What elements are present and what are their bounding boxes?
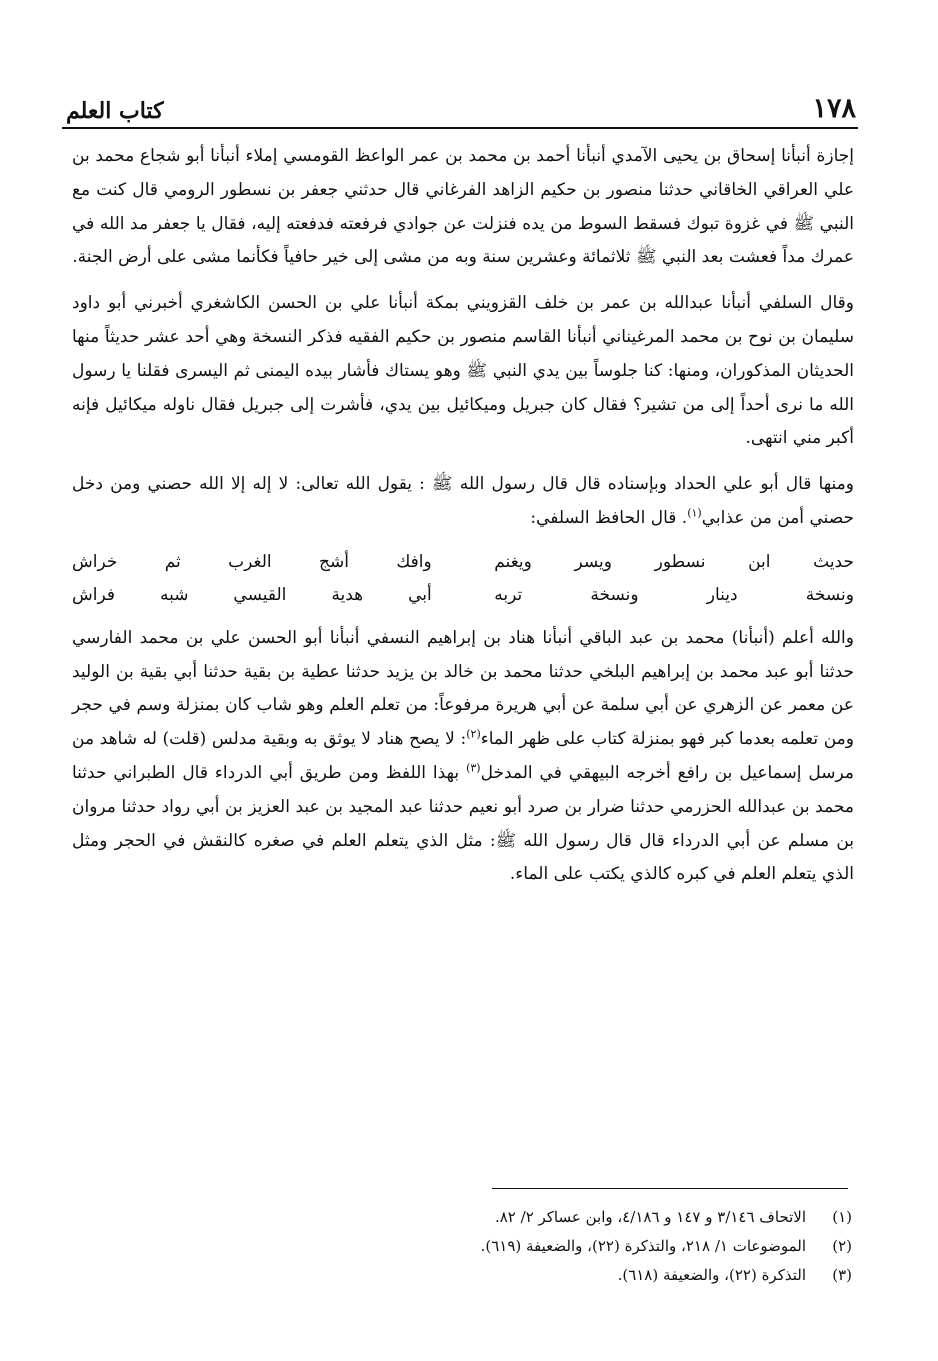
verse-1-first-hemistich: حديث ابن نسطور ويسر ويغنم [494, 551, 854, 572]
page-header [66, 88, 856, 124]
verse-line-2 [72, 579, 854, 612]
footnote-2 [300, 1232, 852, 1261]
footnote-text: التذكرة (٢٢)، والضعيفة (٦١٨). [617, 1266, 806, 1284]
paragraph-4-text: والله أعلم (أنبأنا) محمد بن عبد الباقي أنبأنا هناد بن إبراهيم النسفي أنبأنا أبو الحسن علي بن محمد الفارسي حدثنا أبو عبد محمد بن إبراهيم البلخي حدثنا محمد بن خالد بن يزيد حدثنا عطية بن بقية حدثنا أبي بقية بن الوليد عن معمر عن الزهري عن أبي سلمة عن أبي هريرة مرفوعاً: من تعلم العلم وهو شاب كان بمنزلة وسم في حجر ومن تعلمه بعدما كبر فهو بمنزلة كتاب على ظهر الماء [72, 627, 854, 750]
footnote-3 [300, 1261, 852, 1290]
verse-2-second-hemistich: أبي هدية القيسي شبه فراش [72, 584, 432, 605]
footnote-1 [300, 1203, 852, 1232]
paragraph-3-tail: . قال الحافظ السلفي: [530, 507, 688, 528]
footnote-separator [492, 1188, 848, 1189]
paragraph-2-text: وقال السلفي أنبأنا عبدالله بن عمر بن خلف القزويني بمكة أنبأنا علي بن الحسن الكاشغري أخبرني أبو داود سليمان بن نوح بن محمد المرغيناني أنبأنا القاسم منصور بن حكيم الفقيه فذكر النسخة وهي أحد عشر حديثاً منها الحديثان المذكوران، ومنها: كنا جلوساً بين يدي النبي ﷺ وهو يستاك فأشار بيده اليمنى ثم اليسرى فقلنا يا رسول الله ما نرى أحداً إلى من تشير؟ فقال كان جبريل وميكائيل بين يدي، فأشرت إلى جبريل فقال ناوله ميكائيل فإنه أكبر مني انتهى. [72, 293, 854, 449]
footnote-ref-3: (٣) [466, 761, 481, 775]
page-number: ١٧٨ [812, 93, 856, 124]
paragraph-1 [72, 140, 854, 275]
paragraph-4 [72, 622, 854, 892]
paragraph-3-text: ومنها قال أبو علي الحداد وبإسناده قال قال رسول الله ﷺ : يقول الله تعالى: لا إله إلا الله حصني ومن دخل حصني أمن من عذابي [72, 474, 854, 528]
footnote-text: الموضوعات ١/ ٢١٨، والتذكرة (٢٢)، والضعيفة (٦١٩). [480, 1237, 806, 1255]
poem-verse [72, 546, 854, 612]
footnote-ref-2: (٢) [466, 727, 481, 741]
verse-line-1 [72, 546, 854, 579]
paragraph-4-tail: بهذا اللفظ ومن طريق أبي الدرداء قال الطبراني حدثنا محمد بن عبدالله الحزرمي حدثنا ضرار بن صرد أبو نعيم حدثنا عبد المجيد بن عبد العزيز بن أبي رواد حدثنا مروان بن مسلم عن أبي الدرداء قال قال رسول الله ﷺ: مثل الذي يتعلم العلم في صغره كالنقش في الحجر ومثل الذي يتعلم العلم في كبره كالذي يكتب على الماء. [72, 762, 854, 885]
paragraph-2 [72, 287, 854, 456]
footnote-text: الاتحاف ٣/١٤٦ و ١٤٧ و ٤/١٨٦، وابن عساكر ٢/ ٨٢. [494, 1208, 806, 1226]
paragraph-3 [72, 468, 854, 536]
verse-2-first-hemistich: ونسخة دينار ونسخة تربه [494, 584, 854, 605]
footnotes [300, 1203, 852, 1290]
footnote-number: (٣) [832, 1266, 852, 1284]
footnote-number: (١) [832, 1208, 852, 1226]
header-rule [62, 127, 858, 129]
verse-1-second-hemistich: وافك أشج الغرب ثم خراش [72, 551, 432, 572]
paragraph-4-middle: : لا يصح هناد لا يوثق به وبقية مدلس (قلت) له شاهد من مرسل إسماعيل بن رافع أخرجه البيهقي في المدخل [72, 729, 854, 783]
footnote-ref-1: (١) [687, 506, 702, 520]
main-text [72, 140, 854, 892]
running-title: كتاب العلم [66, 98, 164, 124]
paragraph-1-text: إجازة أنبأنا إسحاق بن يحيى الآمدي أنبأنا أحمد بن محمد بن عمر الواعظ القومسي إملاء أنبأنا أبو شجاع محمد بن علي العراقي الخاقاني حدثنا منصور بن حكيم الزاهد الفرغاني قال حدثني جعفر بن نسطور الرومي قال كنت مع النبي ﷺ في غزوة تبوك فسقط السوط من يده فنزلت عن جوادي فرفعته فدفعته إليه، فقال يا جعفر مد الله في عمرك مداً فعشت بعد النبي ﷺ ثلاثمائة وعشرين سنة وبه من مشى إلى خير حافياً فكأنما مشى على أرض الجنة. [72, 146, 854, 268]
footnote-number: (٢) [832, 1237, 852, 1255]
